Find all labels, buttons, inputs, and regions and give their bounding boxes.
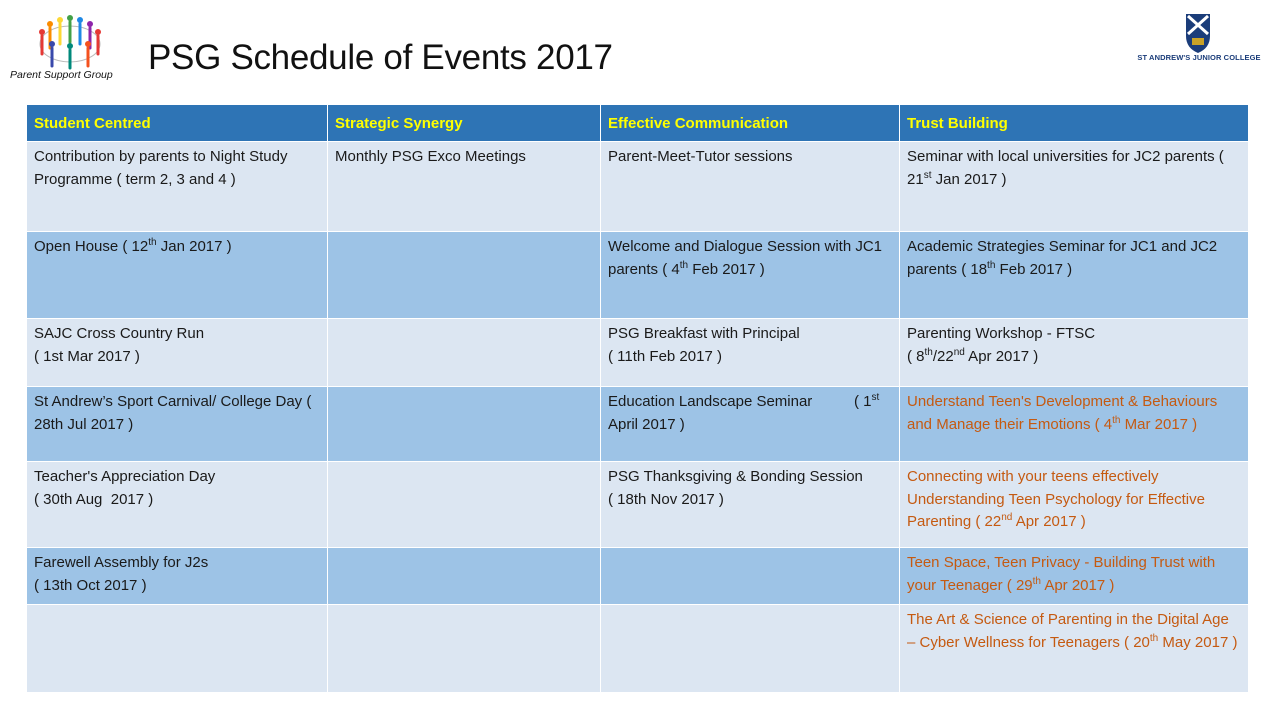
cell-line: SAJC Cross Country Run — [34, 325, 205, 342]
table-cell — [27, 232, 328, 319]
table-cell — [601, 462, 900, 548]
cell-text: Understand Teen's Development & Behaviours and Manage their Emotions ( 4 — [907, 393, 1218, 433]
cell-text: Apr 2017 ) — [1040, 576, 1115, 594]
table-cell — [601, 548, 900, 605]
cell-text: Mar 2017 ) — [1120, 415, 1198, 433]
table-cell — [328, 548, 601, 605]
table-cell — [601, 387, 900, 462]
events-table — [26, 104, 1249, 693]
cell-line — [907, 346, 1241, 369]
cell-line — [907, 489, 1241, 534]
column-header-trust-building: Trust Building — [900, 105, 1249, 142]
column-header-effective-communication: Effective Communication — [601, 105, 900, 142]
table-cell — [900, 142, 1249, 232]
column-header-student-centred: Student Centred — [27, 105, 328, 142]
cell-text: Seminar with local universities for JC2 parents ( 21 — [907, 148, 1224, 188]
cell-line: Parenting Workshop - FTSC — [907, 325, 1096, 342]
cell-line: ( 18th Nov 2017 ) — [608, 490, 724, 508]
table-row — [27, 387, 1249, 462]
table-cell — [900, 462, 1249, 548]
table-cell — [900, 548, 1249, 605]
cell-text: Welcome and Dialogue Session with JC1 parents ( 4 — [608, 238, 883, 278]
table-cell — [328, 605, 601, 693]
ordinal-suffix: th — [987, 259, 996, 271]
cell-text: Academic Strategies Seminar for JC1 and JC2 parents ( 18 — [907, 238, 1218, 278]
cell-line: Teacher's Appreciation Day — [34, 468, 216, 485]
table-cell — [328, 232, 601, 319]
table-row — [27, 319, 1249, 387]
cell-text: Education Landscape Seminar ( 1 — [608, 393, 872, 410]
cell-text: Understanding Teen Psychology for Effective Parenting ( 22 — [907, 490, 1205, 530]
cell-text: /22 — [932, 347, 954, 365]
table-row — [27, 232, 1249, 319]
cell-text: Feb 2017 ) — [995, 260, 1073, 278]
table-cell: St Andrew’s Sport Carnival/ College Day ( 28th Jul 2017 ) — [27, 387, 328, 462]
ordinal-suffix: th — [679, 259, 689, 271]
table-cell — [900, 232, 1249, 319]
ordinal-suffix: th — [1112, 414, 1121, 426]
cell-line: PSG Breakfast with Principal — [608, 325, 800, 342]
college-name: ST ANDREW'S JUNIOR COLLEGE — [1137, 53, 1261, 62]
cell-line: Connecting with your teens effectively — [907, 468, 1159, 485]
table-cell — [27, 462, 328, 548]
cell-line: ( 1st Mar 2017 ) — [34, 347, 140, 365]
table-cell — [900, 319, 1249, 387]
page-title: PSG Schedule of Events 2017 — [148, 38, 613, 77]
table-row — [27, 548, 1249, 605]
table-cell: Monthly PSG Exco Meetings — [328, 142, 601, 232]
table-cell — [900, 387, 1249, 462]
cell-text: Feb 2017 ) — [688, 260, 765, 278]
ordinal-suffix: st — [871, 392, 880, 403]
ordinal-suffix: th — [924, 346, 933, 358]
cell-text: The Art & Science of Parenting in the Digital Age – Cyber Wellness for Teenagers ( 20 — [907, 611, 1229, 651]
ordinal-suffix: th — [148, 237, 157, 248]
table-row — [27, 605, 1249, 693]
psg-logo — [28, 14, 112, 70]
logo-caption: Parent Support Group — [10, 69, 113, 81]
ordinal-suffix: nd — [953, 346, 965, 358]
cell-text: May 2017 ) — [1158, 633, 1238, 651]
cell-line: ( 30th Aug 2017 ) — [34, 490, 154, 508]
table-cell — [601, 232, 900, 319]
table-cell — [900, 605, 1249, 693]
table-row — [27, 462, 1249, 548]
cell-text: Teen Space, Teen Privacy - Building Trust with your Teenager ( 29 — [907, 554, 1216, 594]
table-cell — [328, 387, 601, 462]
table-cell: Parent-Meet-Tutor sessions — [601, 142, 900, 232]
ordinal-suffix: st — [923, 169, 932, 181]
table-cell — [328, 319, 601, 387]
cell-line: PSG Thanksgiving & Bonding Session — [608, 468, 863, 485]
table-cell — [27, 605, 328, 693]
table-cell — [27, 548, 328, 605]
cell-text: Apr 2017 ) — [964, 347, 1039, 365]
cell-text: ( 8 — [907, 347, 925, 365]
cell-text: Open House ( 12 — [34, 238, 149, 255]
table-cell — [328, 462, 601, 548]
cell-line: ( 13th Oct 2017 ) — [34, 576, 147, 594]
table-cell — [601, 319, 900, 387]
ordinal-suffix: nd — [1001, 512, 1013, 523]
ordinal-suffix: th — [1032, 575, 1041, 587]
table-row — [27, 142, 1249, 232]
table-cell: Contribution by parents to Night Study Programme ( term 2, 3 and 4 ) — [27, 142, 328, 232]
table-cell — [601, 605, 900, 693]
table-cell — [27, 319, 328, 387]
cell-text: April 2017 ) — [608, 415, 685, 433]
cell-line: Farewell Assembly for J2s — [34, 554, 209, 571]
table-header-row — [27, 105, 1249, 142]
cell-text: Apr 2017 ) — [1012, 513, 1086, 530]
ordinal-suffix: th — [1149, 632, 1159, 644]
column-header-strategic-synergy: Strategic Synergy — [328, 105, 601, 142]
cell-text: Jan 2017 ) — [931, 170, 1007, 188]
cell-line: ( 11th Feb 2017 ) — [608, 347, 722, 365]
cell-text: Jan 2017 ) — [156, 238, 232, 255]
